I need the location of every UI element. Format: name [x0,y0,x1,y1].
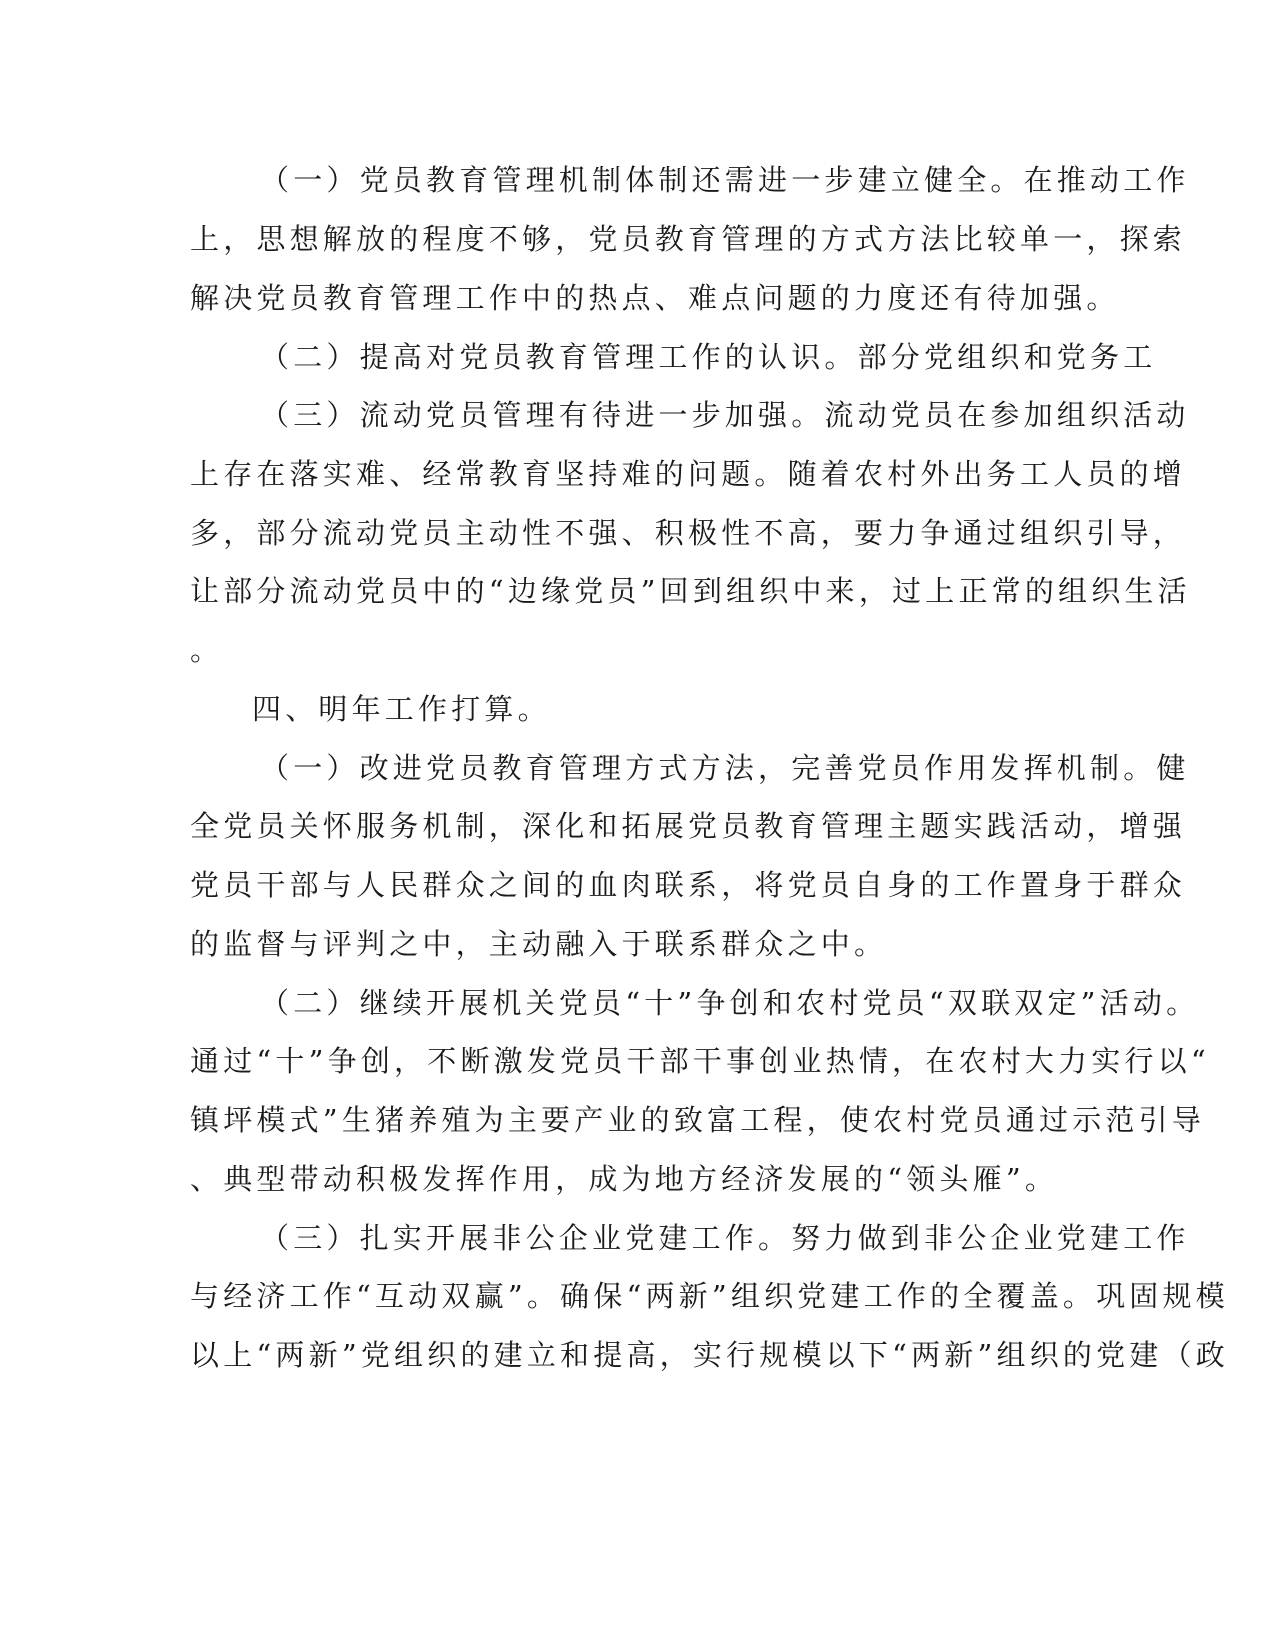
text-line: （二）提高对党员教育管理工作的认识。部分党组织和党务工 [260,340,1157,374]
text-line: （二）继续开展机关党员“十”争创和农村党员“双联双定”活动。 [260,986,1200,1020]
text-line: 镇坪模式”生猪养殖为主要产业的致富工程，使农村党员通过示范引导 [190,1103,1206,1137]
text-line: 。 [190,633,224,667]
text-line: 、典型带动积极发挥作用，成为地方经济发展的“领头雁”。 [190,1162,1059,1196]
text-line: 让部分流动党员中的“边缘党员”回到组织中来，过上正常的组织生活 [190,574,1191,608]
text-line: 通过“十”争创，不断激发党员干部干事创业热情，在农村大力实行以“ [190,1044,1210,1078]
text-line: 的监督与评判之中，主动融入于联系群众之中。 [190,927,888,961]
text-line: 与经济工作“互动双赢”。确保“两新”组织党建工作的全覆盖。巩固规模 [190,1279,1229,1313]
text-line: （三）流动党员管理有待进一步加强。流动党员在参加组织活动 [260,398,1190,432]
text-line: （一）改进党员教育管理方式方法，完善党员作用发挥机制。健 [260,751,1190,785]
text-line: 以上“两新”党组织的建立和提高，实行规模以下“两新”组织的党建（政 [190,1338,1229,1372]
text-line: （一）党员教育管理机制体制还需进一步建立健全。在推动工作 [260,163,1190,197]
section-heading: 四、明年工作打算。 [252,692,551,726]
text-line: 上存在落实难、经常教育坚持难的问题。随着农村外出务工人员的增 [190,457,1187,491]
text-line: 多，部分流动党员主动性不强、积极性不高，要力争通过组织引导， [190,516,1187,550]
text-line: 党员干部与人民群众之间的血肉联系，将党员自身的工作置身于群众 [190,868,1187,902]
text-line: 全党员关怀服务机制，深化和拓展党员教育管理主题实践活动，增强 [190,809,1187,843]
text-line: 解决党员教育管理工作中的热点、难点问题的力度还有待加强。 [190,281,1120,315]
text-line: 上，思想解放的程度不够，党员教育管理的方式方法比较单一，探索 [190,222,1187,256]
text-line: （三）扎实开展非公企业党建工作。努力做到非公企业党建工作 [260,1221,1190,1255]
